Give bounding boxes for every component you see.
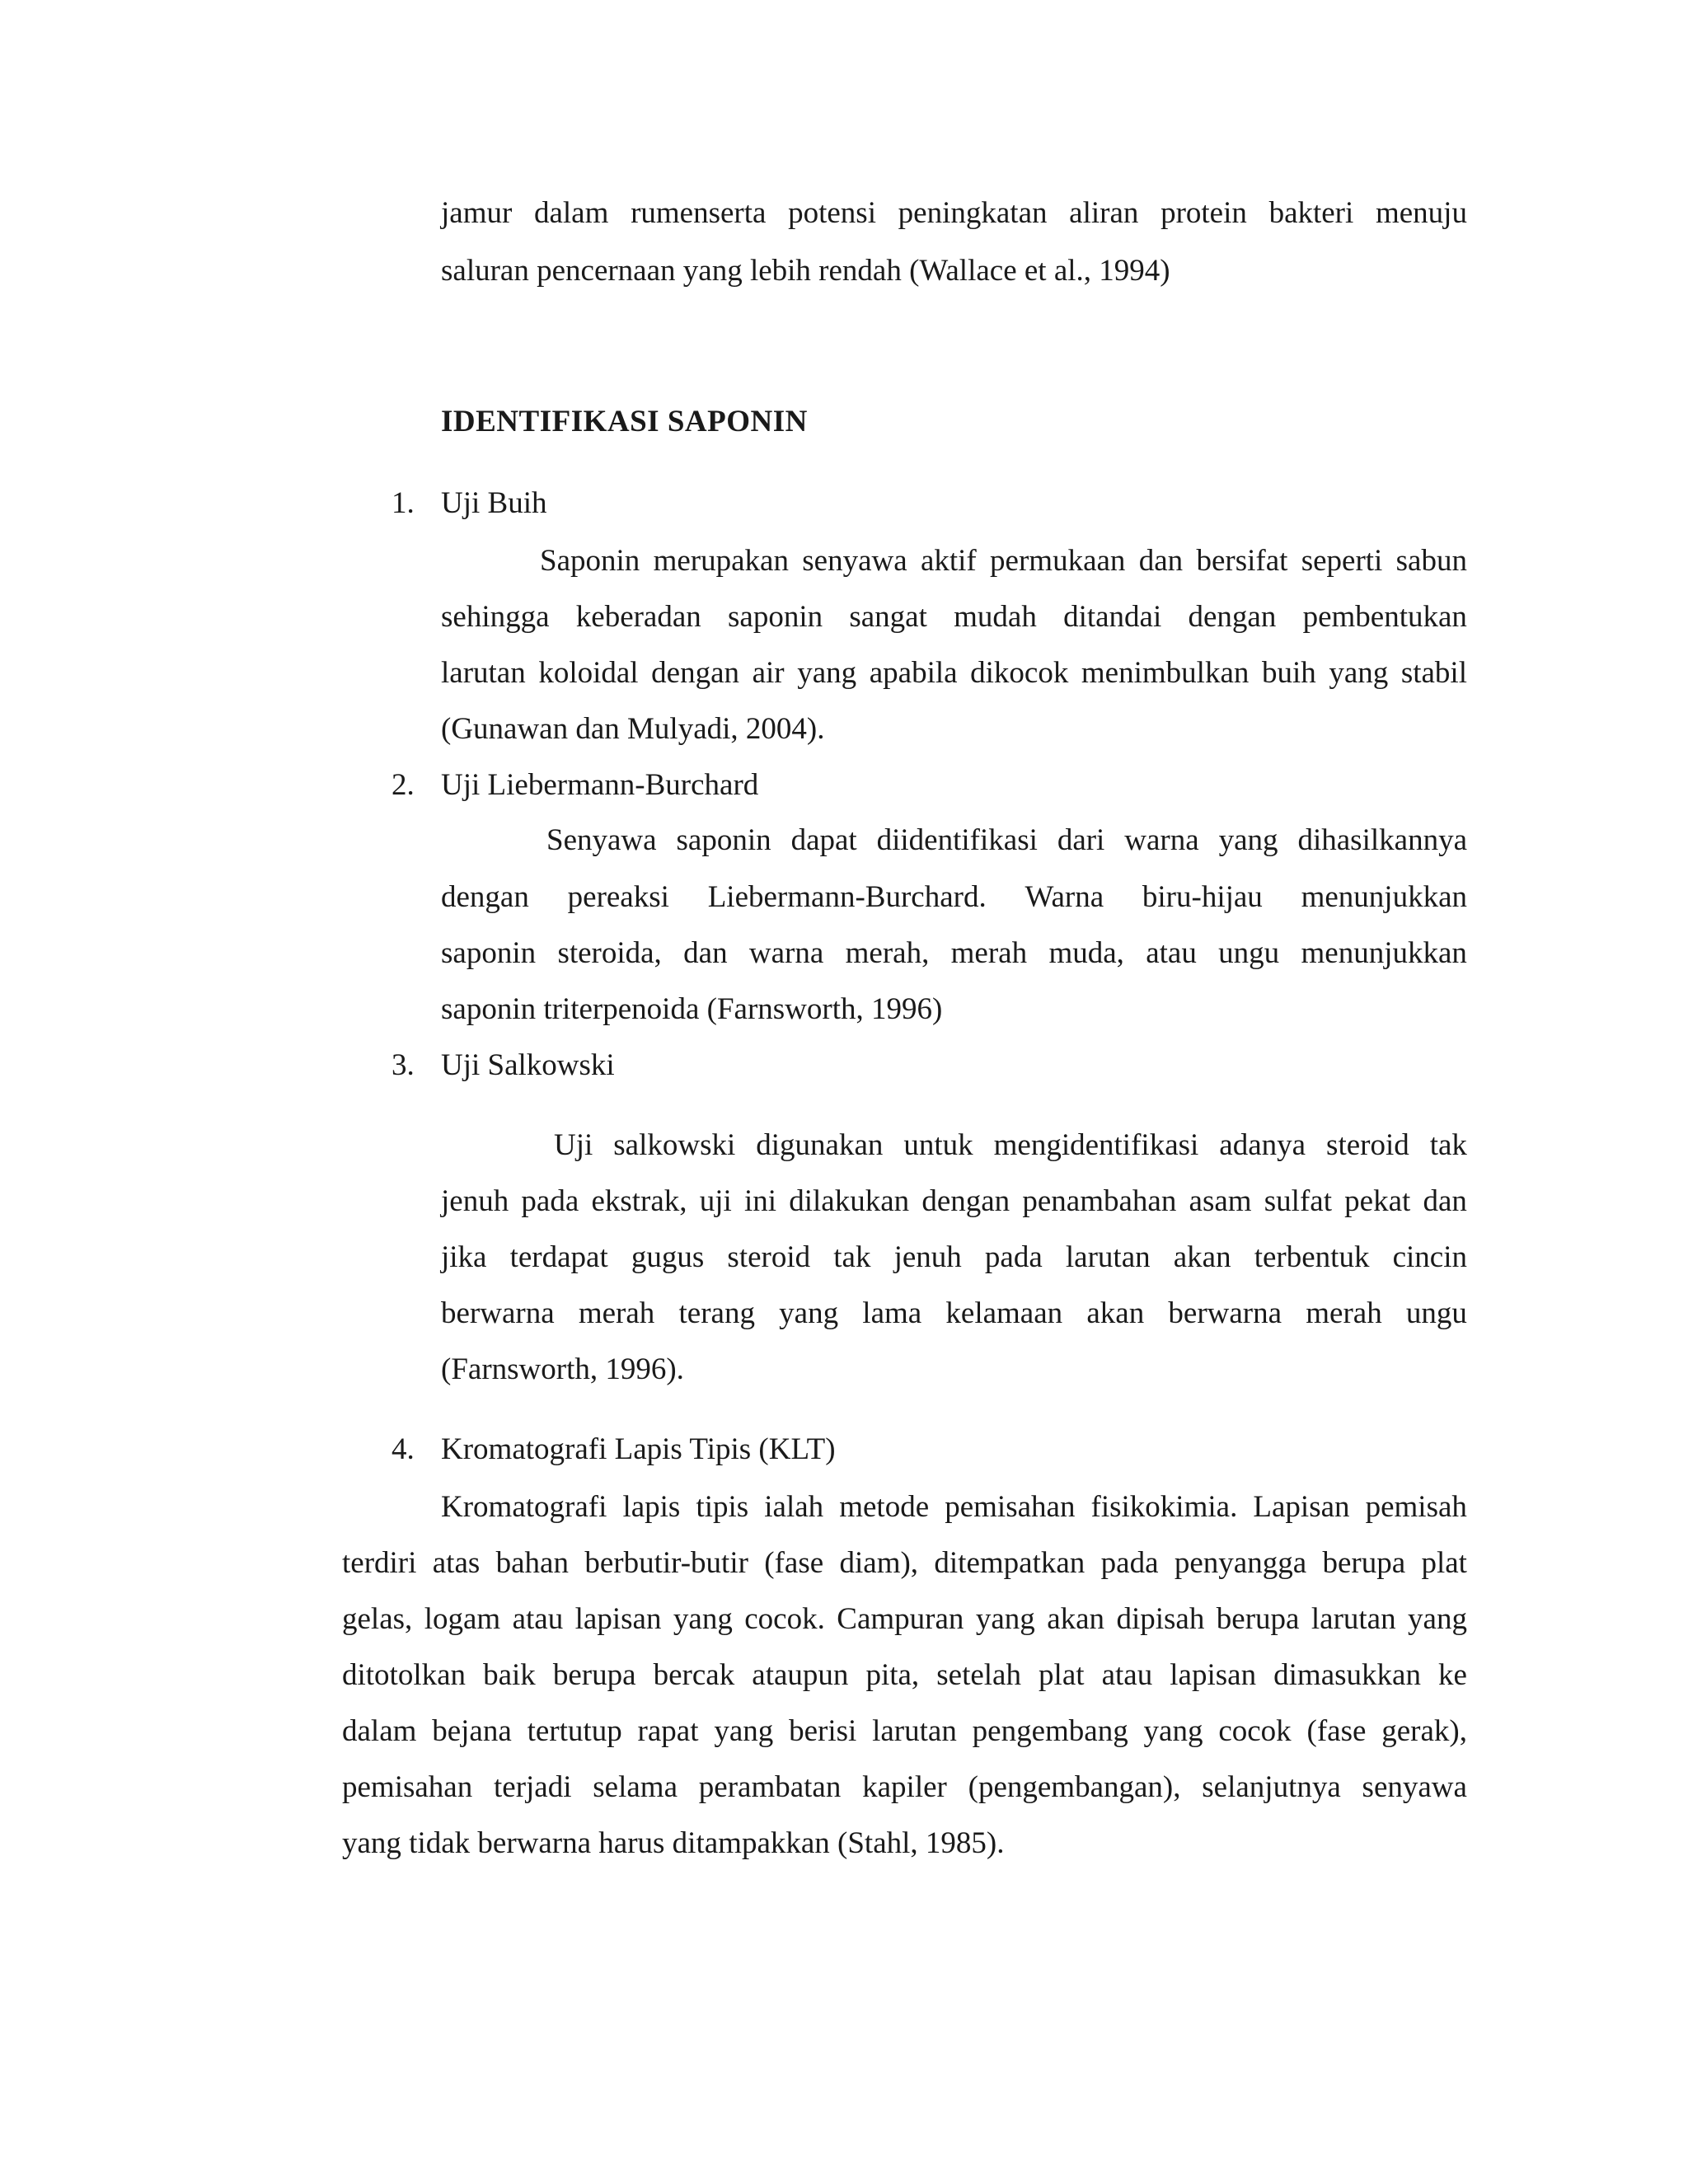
item3-line-2: jenuh pada ekstrak, uji ini dilakukan dengan penambahan asam sulfat pekat dan	[441, 1184, 1467, 1218]
item1-line-3: larutan koloidal dengan air yang apabila dikocok menimbulkan buih yang stabil	[441, 656, 1467, 690]
intro-line-2: saluran pencernaan yang lebih rendah (Wallace et al., 1994)	[441, 254, 1170, 288]
list-number-1: 1.	[392, 486, 415, 520]
item4-line-6: pemisahan terjadi selama perambatan kapiler (pengembangan), selanjutnya senyawa	[342, 1770, 1467, 1804]
intro-line-1: jamur dalam rumenserta potensi peningkatan aliran protein bakteri menuju	[441, 196, 1467, 230]
list-number-4: 4.	[392, 1432, 415, 1466]
item4-line-4: ditotolkan baik berupa bercak ataupun pita, setelah plat atau lapisan dimasukkan ke	[342, 1658, 1467, 1692]
item1-line-4: (Gunawan dan Mulyadi, 2004).	[441, 712, 825, 746]
item3-line-4: berwarna merah terang yang lama kelamaan akan berwarna merah ungu	[441, 1296, 1467, 1330]
item2-line-4: saponin triterpenoida (Farnsworth, 1996)	[441, 992, 943, 1026]
item3-line-1: Uji salkowski digunakan untuk mengidentifikasi adanya steroid tak	[554, 1128, 1467, 1162]
item4-line-7: yang tidak berwarna harus ditampakkan (Stahl, 1985).	[342, 1826, 1005, 1860]
item1-line-1: Saponin merupakan senyawa aktif permukaan dan bersifat seperti sabun	[540, 544, 1467, 578]
list-title-3: Uji Salkowski	[441, 1048, 615, 1082]
list-title-2: Uji Liebermann-Burchard	[441, 768, 759, 802]
section-heading: IDENTIFIKASI SAPONIN	[441, 405, 808, 438]
item4-line-2: terdiri atas bahan berbutir-butir (fase diam), ditempatkan pada penyangga berupa plat	[342, 1546, 1467, 1580]
list-title-4: Kromatografi Lapis Tipis (KLT)	[441, 1432, 836, 1466]
list-number-2: 2.	[392, 768, 415, 802]
list-number-3: 3.	[392, 1048, 415, 1082]
item4-line-3: gelas, logam atau lapisan yang cocok. Campuran yang akan dipisah berupa larutan yang	[342, 1602, 1467, 1636]
item3-line-3: jika terdapat gugus steroid tak jenuh pada larutan akan terbentuk cincin	[441, 1240, 1467, 1274]
item1-line-2: sehingga keberadan saponin sangat mudah ditandai dengan pembentukan	[441, 600, 1467, 634]
list-title-1: Uji Buih	[441, 486, 547, 520]
item2-line-3: saponin steroida, dan warna merah, merah muda, atau ungu menunjukkan	[441, 936, 1467, 970]
item4-line-5: dalam bejana tertutup rapat yang berisi larutan pengembang yang cocok (fase gerak),	[342, 1714, 1467, 1748]
item2-line-2: dengan pereaksi Liebermann-Burchard. Warna biru-hijau menunjukkan	[441, 880, 1467, 914]
item2-line-1: Senyawa saponin dapat diidentifikasi dari warna yang dihasilkannya	[546, 823, 1467, 857]
item3-line-5: (Farnsworth, 1996).	[441, 1352, 684, 1386]
item4-line-1: Kromatografi lapis tipis ialah metode pemisahan fisikokimia. Lapisan pemisah	[441, 1490, 1467, 1524]
